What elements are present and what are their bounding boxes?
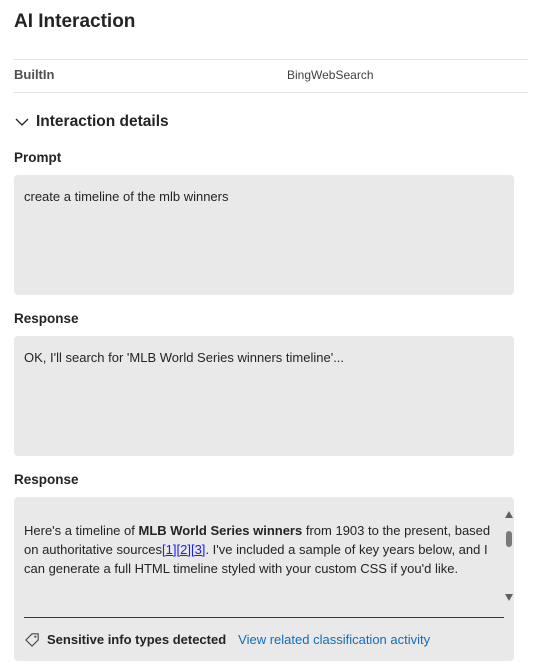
prompt-box	[14, 175, 514, 295]
interaction-details-toggle[interactable]	[14, 113, 169, 131]
scroll-thumb[interactable]	[506, 531, 512, 547]
response-label: Response	[14, 472, 79, 487]
citation-link-1[interactable]: [1]	[162, 542, 177, 557]
response-box	[14, 336, 514, 456]
section-title: Interaction details	[36, 113, 169, 130]
classification-activity-link[interactable]: View related classification activity	[238, 632, 431, 647]
sensitive-info-row	[24, 631, 430, 648]
prompt-label: Prompt	[14, 150, 62, 165]
property-value: BingWebSearch	[287, 68, 374, 82]
tag-icon	[24, 631, 41, 648]
page-title: AI Interaction	[14, 11, 136, 32]
response-label: Response	[14, 311, 79, 326]
divider	[14, 92, 528, 93]
chevron-down-icon	[14, 114, 30, 130]
response-text: OK, I'll search for 'MLB World Series winners timeline'...	[24, 350, 345, 365]
prompt-text: create a timeline of the mlb winners	[24, 189, 229, 204]
response-text: Here's a timeline of MLB World Series winners from 1903 to the present, based on authoritative sources[1][2][3]. I've included a sample of key years below, and I can generate a full HTML timeline styled with your custom CSS if you'd like.	[24, 523, 491, 576]
divider	[14, 59, 528, 60]
citation-link-3[interactable]: [3]	[190, 542, 206, 557]
property-key: BuiltIn	[14, 67, 55, 82]
divider	[24, 617, 504, 618]
scrollbar[interactable]	[503, 509, 515, 603]
scroll-down-arrow-icon[interactable]	[505, 594, 513, 601]
response-box-detailed	[14, 497, 514, 661]
citation-link-2[interactable]: [2]	[176, 542, 191, 557]
response-scroll-area[interactable]	[24, 509, 504, 603]
response-bold-text: MLB World Series winners	[138, 523, 303, 538]
scroll-up-arrow-icon[interactable]	[505, 511, 513, 518]
sensitive-info-label: Sensitive info types detected	[47, 632, 227, 647]
